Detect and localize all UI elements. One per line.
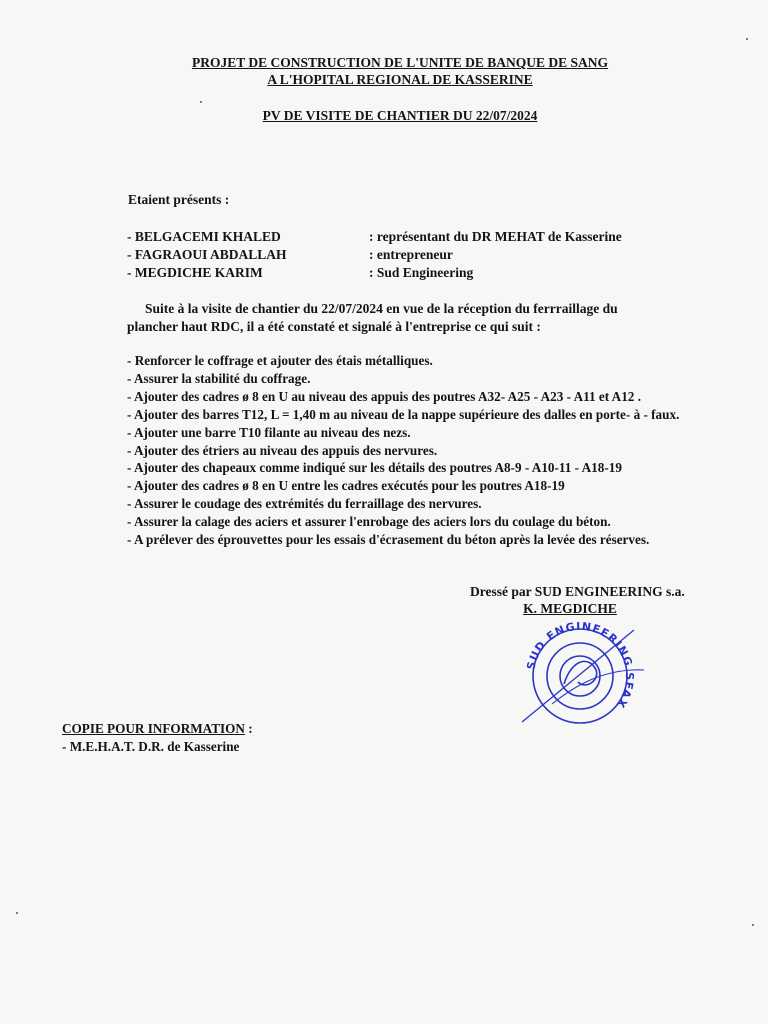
copy-recipient: - M.E.H.A.T. D.R. de Kasserine xyxy=(62,739,240,754)
remarks-list xyxy=(127,352,737,549)
remark-item: - Renforcer le coffrage et ajouter des étais métalliques. xyxy=(127,353,433,368)
project-title xyxy=(150,54,650,88)
project-title-line-1: PROJET DE CONSTRUCTION DE L'UNITE DE BANQUE DE SANG xyxy=(191,55,609,70)
drafted-by: Dressé par SUD ENGINEERING s.a. xyxy=(470,584,685,599)
stamp-text: SUD ENGINEERING SFAX xyxy=(524,619,637,711)
remark-item: - Assurer la calage des aciers et assurer l'enrobage des aciers lors du coulage du béton. xyxy=(127,514,611,530)
remark-item: - Ajouter des chapeaux comme indiqué sur les détails des poutres A8-9 - A10-11 - A18-19 xyxy=(127,460,622,476)
remark-item: - Assurer le coudage des extrémités du ferraillage des nervures. xyxy=(127,496,482,512)
attendee-list xyxy=(127,229,687,283)
attendee-row xyxy=(127,265,687,283)
scan-speck xyxy=(16,912,18,914)
copy-block xyxy=(62,720,253,756)
scan-speck xyxy=(752,924,754,926)
attendee-name: - BELGACEMI KHALED xyxy=(127,229,281,244)
attendee-name: - MEGDICHE KARIM xyxy=(127,265,263,280)
signer-name: K. MEGDICHE xyxy=(523,601,617,616)
remark-item: - Ajouter une barre T10 filante au niveau des nezs. xyxy=(127,424,411,440)
scan-speck xyxy=(746,38,748,40)
project-title-line-2: A L'HOPITAL REGIONAL DE KASSERINE xyxy=(267,72,533,87)
copy-title-line xyxy=(62,720,253,738)
attendee-name: - FAGRAOUI ABDALLAH xyxy=(127,247,287,262)
attendee-role: : entrepreneur xyxy=(369,247,453,262)
company-stamp-seal xyxy=(512,618,647,726)
signature-block xyxy=(470,583,710,617)
attendance-label: Etaient présents : xyxy=(128,192,230,207)
intro-paragraph: Suite à la visite de chantier du 22/07/2024 en vue de la réception du ferrraillage du plancher haut RDC, il a été constaté et signalé à l'entreprise ce qui suit : xyxy=(127,301,618,334)
attendee-row xyxy=(127,229,687,247)
remark-item: - Ajouter des cadres ø 8 en U entre les cadres exécutés pour les poutres A18-19 xyxy=(127,478,565,494)
copy-title: COPIE POUR INFORMATION xyxy=(62,721,245,736)
scan-speck xyxy=(200,101,202,103)
pv-title: PV DE VISITE DE CHANTIER DU 22/07/2024 xyxy=(262,108,538,123)
remark-item: - A prélever des éprouvettes pour les essais d'écrasement du béton après la levée des réserves. xyxy=(127,532,650,548)
remark-item: - Assurer la stabilité du coffrage. xyxy=(127,370,311,386)
svg-text:SUD ENGINEERING SFAX xyxy=(524,620,636,711)
attendee-row xyxy=(127,247,687,265)
remark-item: - Ajouter des barres T12, L = 1,40 m au niveau de la nappe supérieure des dalles en porte- à - faux. xyxy=(127,406,680,422)
copy-title-suffix: : xyxy=(244,721,253,736)
attendee-role: : Sud Engineering xyxy=(369,265,474,280)
remark-item: - Ajouter des étriers au niveau des appuis des nervures. xyxy=(127,442,438,458)
attendee-role: : représentant du DR MEHAT de Kasserine xyxy=(369,229,622,244)
remark-item: - Ajouter des cadres ø 8 en U au niveau des appuis des poutres A32- A25 - A23 - A11 et A12 . xyxy=(127,388,641,404)
